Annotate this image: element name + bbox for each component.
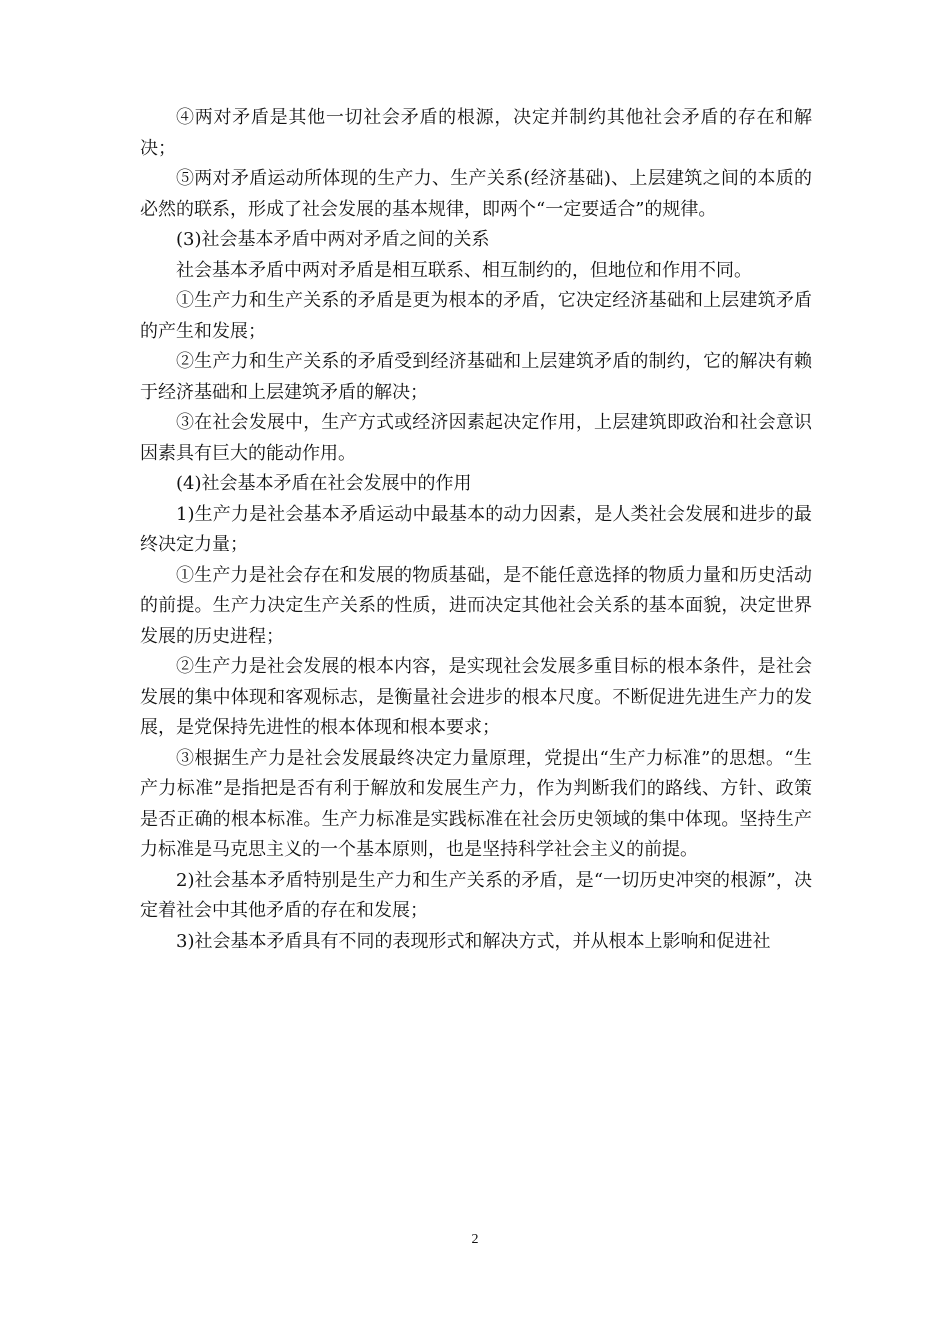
page-number: 2 — [471, 1232, 479, 1247]
paragraph: ②生产力和生产关系的矛盾受到经济基础和上层建筑矛盾的制约，它的解决有赖于经济基础和上层建筑矛盾的解决； — [140, 351, 812, 403]
paragraph: ②生产力是社会发展的根本内容，是实现社会发展多重目标的根本条件，是社会发展的集中体现和客观标志，是衡量社会进步的根本尺度。不断促进先进生产力的发展，是党保持先进性的根本体现和根本要求； — [140, 656, 812, 738]
paragraph: 1)生产力是社会基本矛盾运动中最基本的动力因素，是人类社会发展和进步的最终决定力量； — [140, 503, 812, 555]
paragraph: ③根据生产力是社会发展最终决定力量原理，党提出“生产力标准”的思想。“生产力标准”是指把是否有利于解放和发展生产力，作为判断我们的路线、方针、政策是否正确的根本标准。生产力标准是实践标准在社会历史领域的集中体现。坚持生产力标准是马克思主义的一个基本原则，也是坚持科学社会主义的前提。 — [140, 747, 812, 860]
paragraph: ①生产力和生产关系的矛盾是更为根本的矛盾，它决定经济基础和上层建筑矛盾的产生和发展； — [140, 290, 812, 342]
paragraph: 2)社会基本矛盾特别是生产力和生产关系的矛盾，是“一切历史冲突的根源”，决定着社会中其他矛盾的存在和发展； — [140, 869, 812, 921]
paragraph: ③在社会发展中，生产方式或经济因素起决定作用，上层建筑即政治和社会意识因素具有巨大的能动作用。 — [140, 412, 812, 464]
paragraph: ⑤两对矛盾运动所体现的生产力、生产关系(经济基础)、上层建筑之间的本质的必然的联系，形成了社会发展的基本规律，即两个“一定要适合”的规律。 — [140, 168, 812, 220]
paragraph: ④两对矛盾是其他一切社会矛盾的根源，决定并制约其他社会矛盾的存在和解决； — [140, 107, 812, 159]
section-heading: (3)社会基本矛盾中两对矛盾之间的关系 — [176, 229, 490, 250]
paragraph: ①生产力是社会存在和发展的物质基础，是不能任意选择的物质力量和历史活动的前提。生产力决定生产关系的性质，进而决定其他社会关系的基本面貌，决定世界发展的历史进程； — [140, 564, 812, 647]
section-heading: (4)社会基本矛盾在社会发展中的作用 — [176, 473, 472, 494]
paragraph: 3)社会基本矛盾具有不同的表现形式和解决方式，并从根本上影响和促进社 — [176, 930, 771, 952]
paragraph: 社会基本矛盾中两对矛盾是相互联系、相互制约的，但地位和作用不同。 — [176, 259, 752, 281]
body-text — [140, 103, 812, 957]
